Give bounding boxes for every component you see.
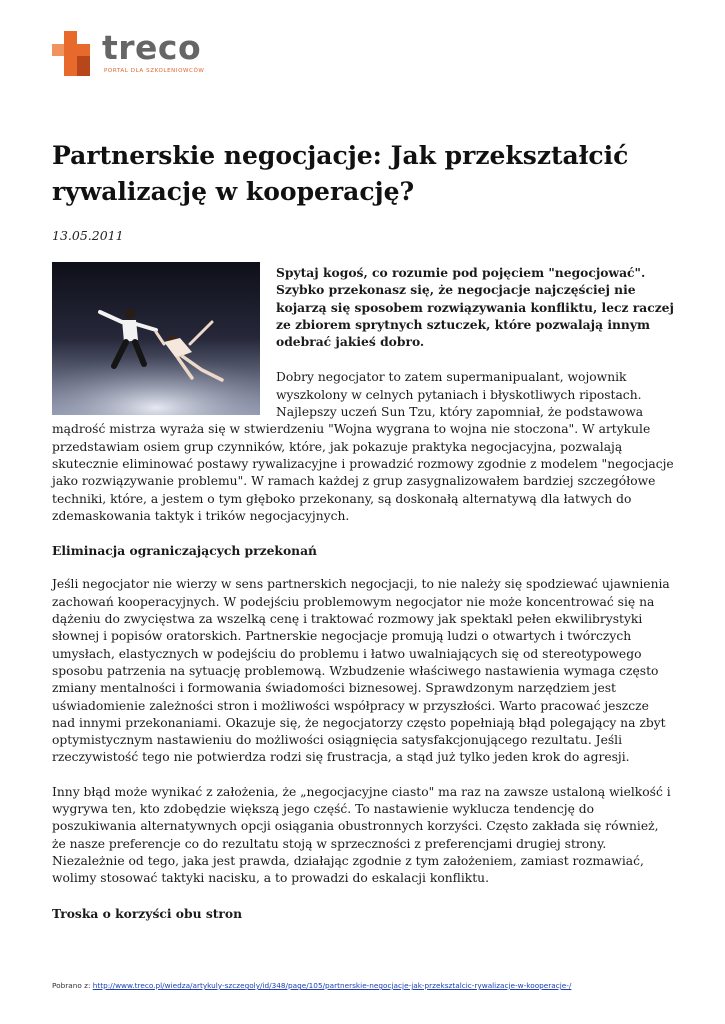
section-paragraph: Jeśli negocjator nie wierzy w sens partnerskich negocjacji, to nie należy się spodziewać ujawnienia zachowań kooperacyjnych. W podejściu problemowym negocjator nie może koncentrować się na dążeniu do zwycięstwa za wszelką cenę i traktować rozmowy jak spektakl pełen ekwilibrystyki słownej i popisów oratorskich. Partnerskie negocjacje promują ludzi o otwartych i twórczych umysłach, elastycznych w podejściu do problemu i łatwo uwalniających się od stereotypowego sposobu patrzenia na sytuację problemową. Wzbudzenie właściwego nastawienia wymaga często zmiany mentalności i formowania świadomości biznesowej. Sprawdzonym narzędziem jest uświadomienie zależności stron i możliwości współpracy w przyszłości. Warto pracować jeszcze nad innymi przekonaniami. Okazuje się, że negocjatorzy często popełniają błąd polegający na zbyt optymistycznym nastawieniu do możliwości osiągnięcia satysfakcjonującego rezultatu. Jeśli rzeczywistość tego nie potwierdza rodzi się frustracja, a stąd już tylko jeden krok do agresji. <box>52 577 670 765</box>
figure-skaters-photo <box>52 262 260 415</box>
article-date: 13.05.2011 <box>52 228 124 243</box>
treco-logo[interactable] <box>52 28 212 81</box>
logo-wordmark: treco <box>102 28 202 67</box>
skaters-image-art <box>52 262 260 415</box>
article-paragraph-intro: Dobry negocjator to zatem supermanipualant, wojownik wyszkolony w celnych pytaniach i błyskotliwych ripostach. Najlepszy uczeń Sun Tzu, który zapomniał, że podstawowa mądrość mistrza wyraża się w stwierdzeniu "Wojna wygrana to wojna nie stoczona". W artykule przedstawiam osiem grup czynników, które, jak pokazuje praktyka negocjacyjna, pozwalają skutecznie eliminować postawy rywalizacyjne i prowadzić rozmowy zgodnie z modelem "negocjacje jako rozwiązywanie problemu". W ramach każdej z grup zasygnalizowałem bardziej szczegółowe techniki, które, a jestem o tym głęboko przekonany, są doskonałą alternatywą dla łatwych do zdemaskowania taktyk i trików negocjacyjnych. <box>52 370 674 523</box>
section-heading-eliminacja: Eliminacja ograniczających przekonań <box>52 543 318 559</box>
section-paragraph: Inny błąd może wynikać z założenia, że „negocjacyjne ciasto" ma raz na zawsze ustaloną wielkość i wygrywa ten, kto zdobędzie większą jego część. To nastawienie wyklucza tendencję do poszukiwania alternatywnych opcji osiągania obustronnych korzyści. Często zakłada się również, że nasze preferencje co do rezultatu stoją w sprzeczności z preferencjami drugiej strony. Niezależnie od tego, jaka jest prawda, działając zgodnie z tym założeniem, zamiast rozmawiać, wolimy stosować taktyki nacisku, a to prowadzi do eskalacji konfliktu. <box>52 784 671 886</box>
logo-tagline: PORTAL DLA SZKOLENIOWCÓW <box>104 68 205 74</box>
section-heading-troska: Troska o korzyści obu stron <box>52 905 243 921</box>
source-link[interactable]: http://www.treco.pl/wiedza/artykuly-szczegoly/id/348/page/105/partnerskie-negocjacje-jak-przeksztalcic-rywalizacje-w-kooperacje-/ <box>92 981 572 990</box>
source-label: Pobrano z: <box>52 981 91 990</box>
article-body <box>52 262 674 939</box>
source-footer <box>52 981 571 990</box>
article-title: Partnerskie negocjacje: Jak przekształcić rywalizację w kooperację? <box>52 141 629 206</box>
treco-logo-mark <box>52 31 90 76</box>
article-lead: Spytaj kogoś, co rozumie pod pojęciem "negocjować". Szybko przekonasz się, że negocjacje najczęściej nie kojarzą się sposobem rozwiązywania konfliktu, lecz raczej ze zbiorem sprytnych sztuczek, które pozwalają innym odebrać jakieś dobro. <box>276 265 674 350</box>
